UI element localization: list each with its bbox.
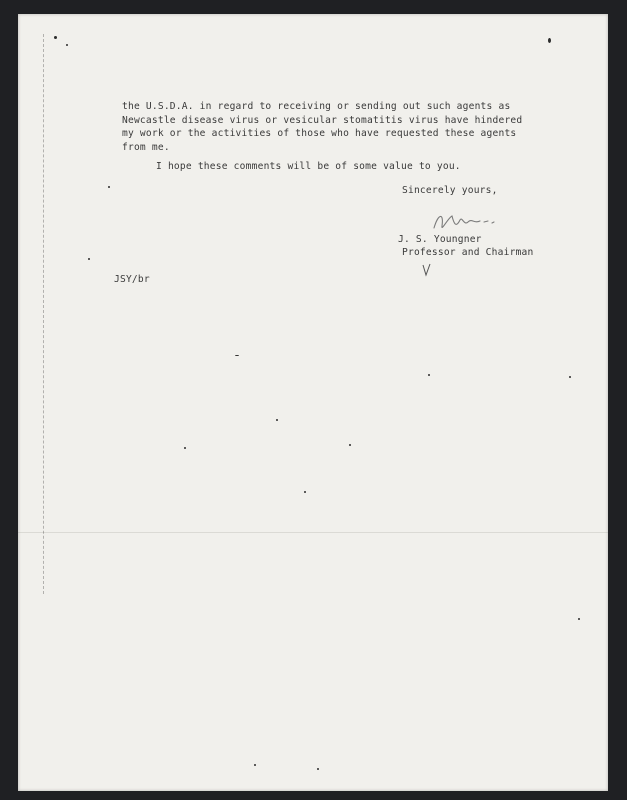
sign-off: Sincerely yours,	[402, 185, 498, 196]
left-margin-hash	[43, 34, 44, 594]
body-line: the U.S.D.A. in regard to receiving or sending out such agents as	[122, 101, 511, 112]
scan-speck	[88, 258, 90, 260]
scan-speck	[184, 447, 186, 449]
scan-speck	[578, 618, 580, 620]
scan-speck	[235, 355, 239, 356]
scan-speck	[108, 186, 110, 188]
scan-speck	[317, 768, 319, 770]
document-page	[18, 14, 608, 791]
letter-body	[122, 100, 562, 154]
scan-speck	[304, 491, 306, 493]
scan-speck	[569, 376, 571, 378]
handwritten-mark	[421, 262, 433, 278]
reference-initials: JSY/br	[114, 274, 150, 285]
page-fold-line	[18, 14, 608, 533]
handwritten-signature	[428, 206, 508, 236]
scan-speck	[349, 444, 351, 446]
scan-speck	[428, 374, 430, 376]
body-line: my work or the activities of those who have requested these agents	[122, 128, 517, 139]
body-line: Newcastle disease virus or vesicular stomatitis virus have hindered	[122, 114, 523, 126]
scan-speck	[276, 419, 278, 421]
scan-speck	[254, 764, 256, 766]
signer-name: J. S. Youngner	[398, 234, 482, 245]
scan-speck	[66, 44, 68, 46]
closing-paragraph: I hope these comments will be of some value to you.	[156, 161, 461, 172]
signer-title: Professor and Chairman	[402, 247, 534, 258]
scan-speck	[548, 38, 551, 43]
body-line: from me.	[122, 141, 170, 153]
scan-speck	[54, 36, 57, 39]
